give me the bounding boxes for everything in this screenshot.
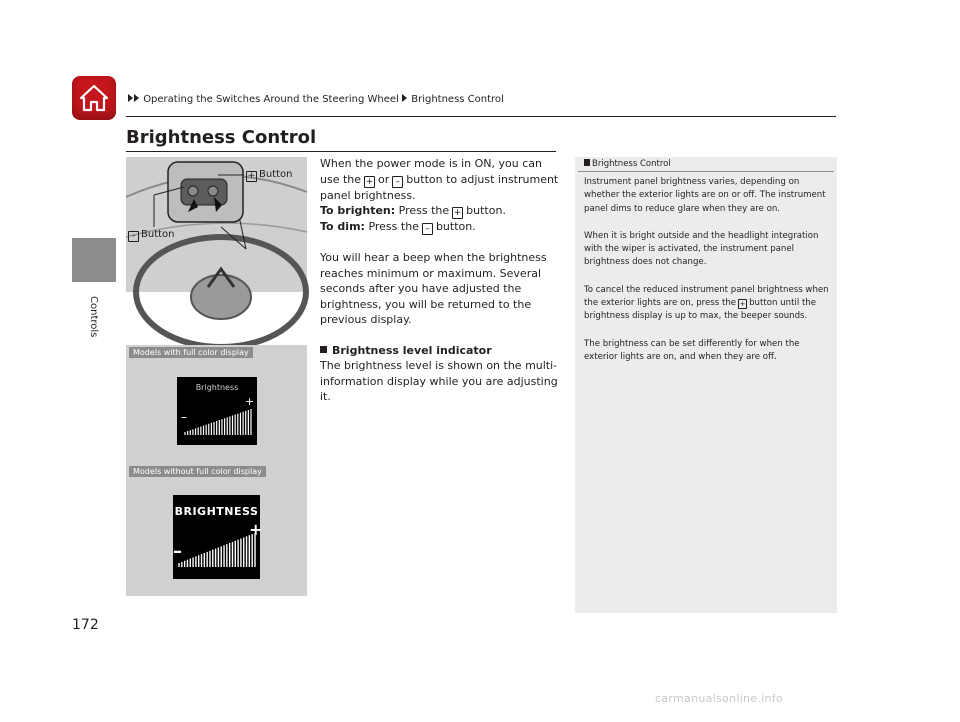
dim-text-pre: Press the [368,220,419,233]
subheading-text: Brightness level indicator [332,343,492,357]
indicator-paragraph: The brightness level is shown on the multi-information display while you are adjusting it. [320,359,558,403]
note-heading-text: Brightness Control [592,159,671,169]
breadcrumb [128,94,504,105]
tag-full-color: Models with full color display [129,347,253,358]
brighten-label: To brighten: [320,204,396,217]
chapter-label: Controls [88,296,99,338]
display-plus-text: + [249,520,263,539]
home-icon[interactable] [72,76,116,120]
watermark: carmanualsonline.info [655,692,784,705]
plus-key-icon: + [365,176,374,187]
body-text [320,156,560,405]
plus-key-icon: + [453,208,462,218]
intro-text-1: When the power mode is in ON, you can use the [320,157,542,186]
note-reference-icon [584,159,590,166]
note-p3-pre: To cancel the reduced instrument panel brightness when the exterior lights are on, press the [584,284,829,309]
note-paragraph-3 [584,284,829,324]
brightness-bars [185,409,251,435]
note-body [584,176,829,378]
display-plain-title: BRIGHTNESS [174,505,259,518]
brighten-instruction [320,203,560,219]
note-paragraph-4: The brightness can be set differently for when the exterior lights are on, and when they are off. [584,338,800,362]
breadcrumb-page: Brightness Control [411,94,504,105]
brightness-bars [179,533,255,567]
display-plus-text: + [245,395,255,408]
minus-button-label: Button [141,229,175,240]
breadcrumb-section[interactable]: Operating the Switches Around the Steering Wheel [143,94,399,105]
brighten-text-post: button. [466,204,506,217]
square-bullet-icon [320,346,327,353]
intro-text-2: button to adjust instrument panel brightness. [320,172,559,202]
dim-instruction [320,219,560,235]
note-divider [578,171,834,172]
minus-icon: – [128,231,139,242]
plus-button-label: Button [259,169,293,180]
tag-without-full-color: Models without full color display [129,466,266,477]
minus-key-icon: – [392,176,403,188]
note-heading [584,159,671,169]
note-paragraph-2: When it is bright outside and the headlight integration with the wiper is activated, the instrument panel brightness does not change. [584,230,819,268]
display-full-title: Brightness [195,383,239,392]
note-paragraph-1: Instrument panel brightness varies, depending on whether the exterior lights are on or off. The instrument panel dims to reduce glare when they are on. [584,177,826,214]
intro-text-or: or [378,172,390,186]
brighten-text-pre: Press the [398,204,450,217]
plus-icon: + [247,171,256,181]
dim-label: To dim: [320,220,365,233]
subheading [320,343,560,359]
header-divider [126,116,836,117]
note-p3-post: button until the brightness display is up to max, the beeper sounds. [584,298,817,322]
display-minus-text: – [181,410,187,424]
plus-button-callout [246,169,293,182]
chapter-tab [72,238,116,282]
intro-paragraph [320,156,560,203]
title-divider [126,151,556,152]
plus-key-icon: + [739,300,746,309]
beep-paragraph: You will hear a beep when the brightness reaches minimum or maximum. Several seconds after you have adjusted the brightness, you will be returned to the previous display. [320,251,547,326]
page-number: 172 [72,617,99,633]
display-minus-text: – [173,541,182,562]
minus-button-callout [128,229,175,242]
minus-key-icon: – [422,223,433,235]
dim-text-post: button. [435,220,476,233]
page-title: Brightness Control [126,127,317,148]
